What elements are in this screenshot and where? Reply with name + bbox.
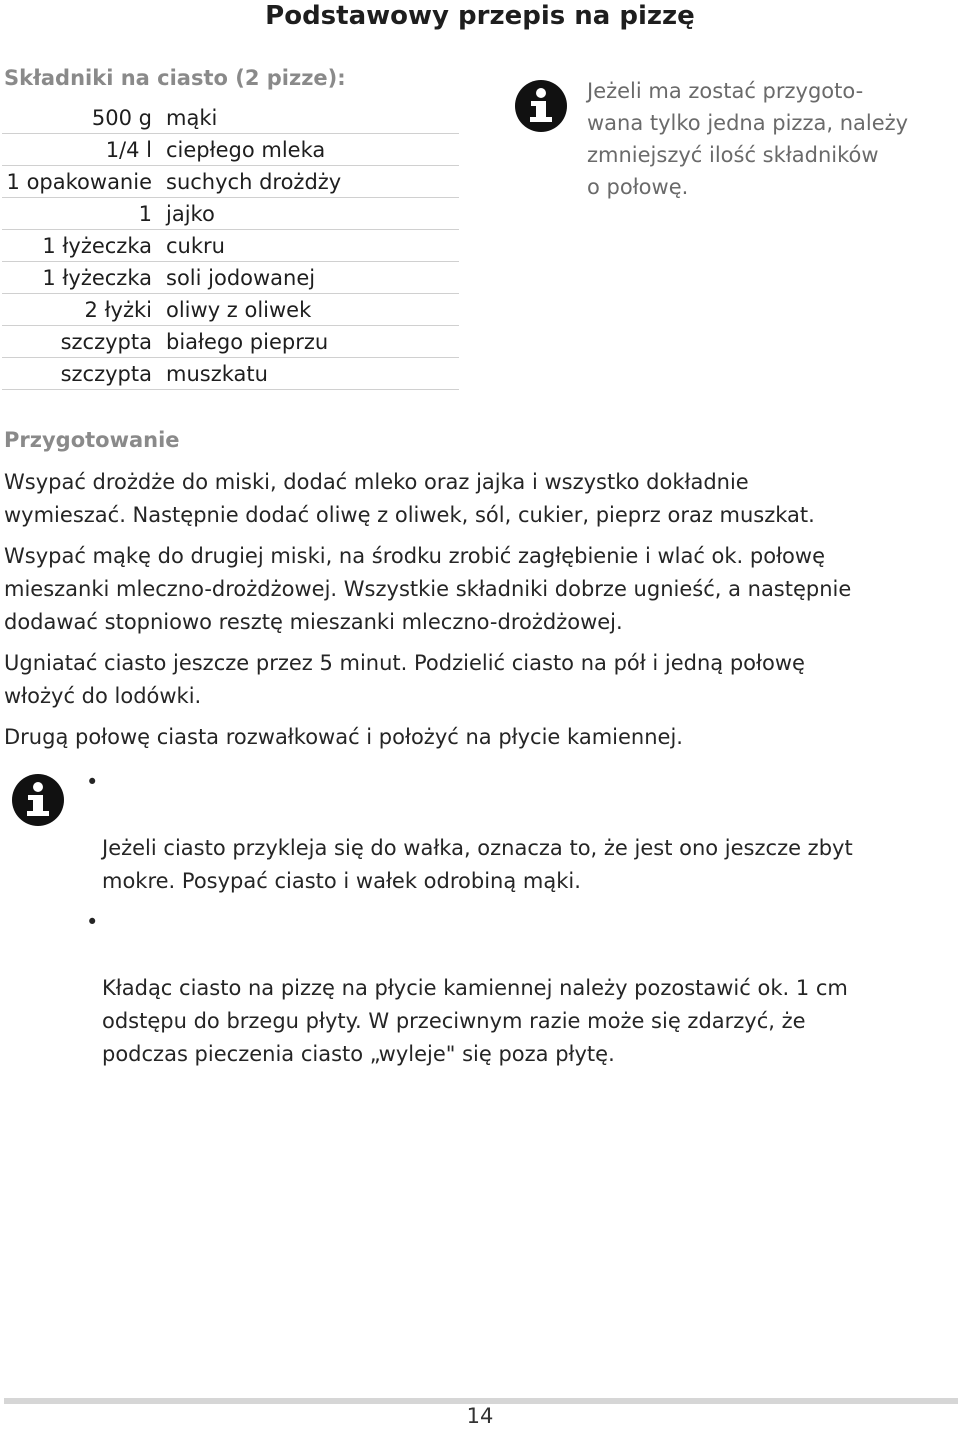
info-icon-graphic [515, 80, 567, 132]
ingredient-name: soli jodowanej [166, 262, 459, 294]
ingredient-name: suchych drożdży [166, 166, 459, 198]
tip-text: Jeżeli ciasto przykleja się do wałka, oznacza to, że jest ono jeszcze zbyt mokre. Posypać ciasto i wałek odrobiną mąki. [102, 836, 853, 893]
ingredient-quantity: 1/4 l [2, 134, 166, 166]
ingredient-quantity: 1 [2, 198, 166, 230]
preparation-heading: Przygotowanie [4, 428, 180, 452]
ingredient-row [2, 198, 459, 230]
ingredient-row [2, 294, 459, 326]
ingredient-name: muszkatu [166, 358, 459, 390]
ingredient-name: jajko [166, 198, 459, 230]
bullet-icon: • [86, 770, 99, 794]
tips-list [86, 766, 956, 1079]
preparation-paragraph: Wsypać mąkę do drugiej miski, na środku zrobić zagłębienie i wlać ok. połowę mieszanki mleczno-drożdżowej. Wszystkie składniki dobrze ugnieść, a następnie dodawać stopniowo resztę mieszanki mleczno-drożdżowej. [4, 544, 852, 634]
tip-item [86, 766, 956, 898]
ingredient-name: cukru [166, 230, 459, 262]
preparation-paragraph: Wsypać drożdże do miski, dodać mleko oraz jajka i wszystko dokładnie wymieszać. Następnie dodać oliwę z oliwek, sól, cukier, pieprz oraz muszkat. [4, 470, 815, 527]
ingredient-row [2, 262, 459, 294]
page-number: 14 [466, 1404, 494, 1428]
ingredient-row [2, 102, 459, 134]
preparation-text [4, 466, 954, 762]
ingredient-row [2, 326, 459, 358]
info-icon [12, 774, 64, 826]
ingredient-quantity: szczypta [2, 326, 166, 358]
tip-item [86, 906, 956, 1071]
ingredient-row [2, 230, 459, 262]
ingredient-quantity: 1 łyżeczka [2, 230, 166, 262]
ingredient-row [2, 134, 459, 166]
page-title: Podstawowy przepis na pizzę [265, 1, 695, 31]
bullet-icon: • [86, 910, 99, 934]
ingredients-table [2, 102, 459, 390]
ingredient-quantity: 500 g [2, 102, 166, 134]
ingredient-quantity: 1 opakowanie [2, 166, 166, 198]
info-icon-graphic [12, 774, 64, 826]
ingredient-quantity: 1 łyżeczka [2, 262, 166, 294]
ingredient-name: oliwy z oliwek [166, 294, 459, 326]
info-note: Jeżeli ma zostać przygoto- wana tylko jedna pizza, należy zmniejszyć ilość składników o połowę. [587, 79, 909, 199]
tip-text: Kładąc ciasto na pizzę na płycie kamiennej należy pozostawić ok. 1 cm odstępu do brzegu płyty. W przeciwnym razie może się zdarzyć, że podczas pieczenia ciasto „wyleje" się poza płytę. [102, 976, 848, 1066]
ingredient-name: mąki [166, 102, 459, 134]
ingredient-row [2, 358, 459, 390]
ingredients-heading: Składniki na ciasto (2 pizze): [4, 66, 346, 90]
ingredient-quantity: szczypta [2, 358, 166, 390]
ingredient-name: ciepłego mleka [166, 134, 459, 166]
ingredient-name: białego pieprzu [166, 326, 459, 358]
preparation-paragraph: Ugniatać ciasto jeszcze przez 5 minut. Podzielić ciasto na pół i jedną połowę włożyć do lodówki. [4, 651, 805, 708]
ingredient-row [2, 166, 459, 198]
info-icon [515, 80, 567, 132]
ingredient-quantity: 2 łyżki [2, 294, 166, 326]
preparation-paragraph: Drugą połowę ciasta rozwałkować i położyć na płycie kamiennej. [4, 725, 683, 749]
